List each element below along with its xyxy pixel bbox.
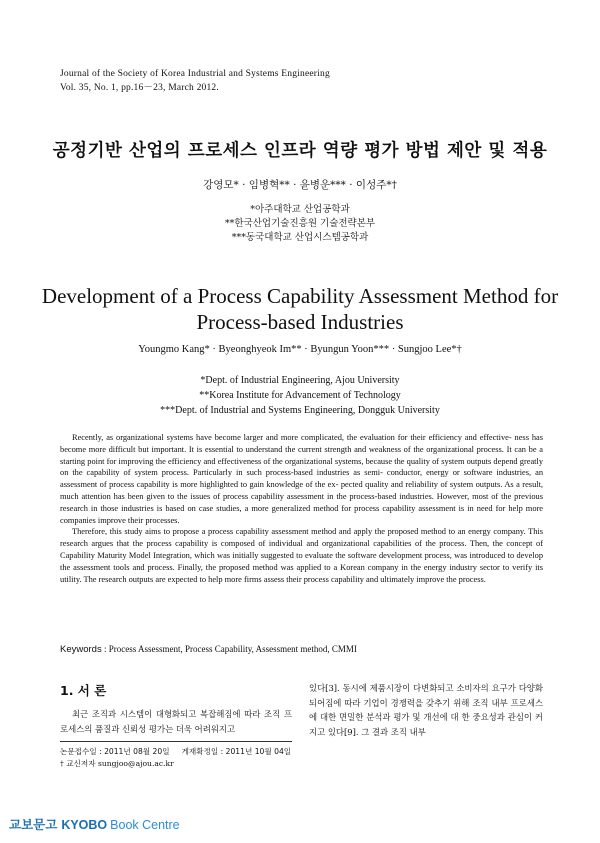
keywords-label: Keywords bbox=[60, 644, 102, 655]
korean-affiliation: **한국산업기술진흥원 기술전략본부 bbox=[224, 218, 376, 229]
publisher-suffix: Book Centre bbox=[110, 818, 180, 832]
english-title-line: Development of a Process Capability Assessment Method for bbox=[41, 284, 559, 308]
abstract-paragraph-2: Therefore, this study aims to propose a process capability assessment method and apply the proposed method to an energy company. This research argues that the process capability is composed of individual and organizational capabilities of the process. Then, the concept of Capability Maturity Model Integration, which was initially suggested to evaluate the software development process, was introduced to develop the assessment tools and process. Finally, the proposed method was applied to a Korean company in the energy industry sector to verify its utility. The research outputs are expected to help more firms assess their process capability and ultimately improve the process. bbox=[60, 527, 544, 584]
journal-name: Journal of the Society of Korea Industrial and Systems Engineering bbox=[60, 69, 330, 79]
received-date: 논문접수일 : 2011년 08월 20일 bbox=[60, 747, 170, 756]
english-authors: Youngmo Kang* · Byeonghyeok Im** · Byungun Yoon*** · Sungjoo Lee*† bbox=[138, 344, 462, 355]
publisher-logo bbox=[9, 815, 180, 833]
footnote-dates bbox=[60, 746, 310, 758]
footnote bbox=[60, 746, 310, 770]
abstract bbox=[60, 432, 543, 585]
corresponding-author: † 교신저자 sungjoo@ajou.ac.kr bbox=[60, 759, 174, 768]
accepted-date: 게재확정일 : 2011년 10월 04일 bbox=[181, 747, 292, 756]
body-paragraph: 최근 조직과 시스템이 대형화되고 복잡해짐에 따라 조직 프로세스의 품질과 신뢰성 평가는 더욱 어려워지고 bbox=[60, 709, 292, 734]
english-title bbox=[0, 283, 600, 335]
body-left-column bbox=[60, 707, 292, 736]
publisher-english-name: KYOBO bbox=[61, 818, 108, 832]
korean-affiliation: ***동국대학교 산업시스템공학과 bbox=[231, 232, 369, 243]
keywords bbox=[60, 644, 543, 655]
english-title-line: Process-based Industries bbox=[196, 310, 404, 334]
journal-volume: Vol. 35, No. 1, pp.16－23, March 2012. bbox=[60, 83, 219, 93]
publisher-korean-name: 교보문고 bbox=[9, 817, 58, 832]
english-affiliation: ***Dept. of Industrial and Systems Engineering, Dongguk University bbox=[160, 405, 440, 416]
korean-affiliations bbox=[0, 203, 600, 245]
body-paragraph: 있다[3]. 동시에 제품시장이 다변화되고 소비자의 요구가 다양화되어짐에 따라 기업이 경쟁력을 갖추기 위해 조직 내부 프로세스에 대한 면밀한 분석과 평가 및 개선에 대 한 중요성과 관심이 커지고 있다[9]. 그 결과 조직 내부 bbox=[309, 683, 543, 738]
english-affiliation: **Korea Institute for Advancement of Technology bbox=[199, 390, 401, 401]
footnote-divider bbox=[60, 741, 292, 742]
abstract-paragraph-1: Recently, as organizational systems have become larger and more complicated, the evaluation for their efficiency and effective- ness has become more difficult but important. It is essential to understand the current strength and weakness of the organizational process. It can be a starting point for improving the efficiency and effectiveness of the organizational systems, because the quality of system outputs depend greatly on the capability of system process. Particularly in such process-based industries as semi- conductor, energy or software industries, an assessment of process capability is more highlighted to gain knowledge of the ex- pected quality and reliability of system outputs. As a result, much attention has been given to the issues of process capability assessment in the process-based industries. However, most of the previous research in those industries is based on case studies, a more generalized method for process capability assessment is in need for help more companies improve their processes. bbox=[60, 433, 544, 525]
korean-affiliation: *아주대학교 산업공학과 bbox=[250, 204, 350, 215]
english-affiliations bbox=[0, 373, 600, 418]
body-right-column bbox=[309, 681, 543, 740]
keywords-text: Process Assessment, Process Capability, Assessment method, CMMI bbox=[108, 644, 357, 654]
english-affiliation: *Dept. of Industrial Engineering, Ajou University bbox=[200, 375, 400, 386]
section-heading: 1. 서 론 bbox=[60, 683, 107, 698]
keywords-separator: : bbox=[101, 644, 109, 654]
korean-authors: 강영모* · 임병혁** · 윤병운*** · 이성주*† bbox=[203, 179, 397, 191]
journal-header bbox=[60, 67, 330, 95]
korean-title: 공정기반 산업의 프로세스 인프라 역량 평가 방법 제안 및 적용 bbox=[52, 141, 548, 161]
